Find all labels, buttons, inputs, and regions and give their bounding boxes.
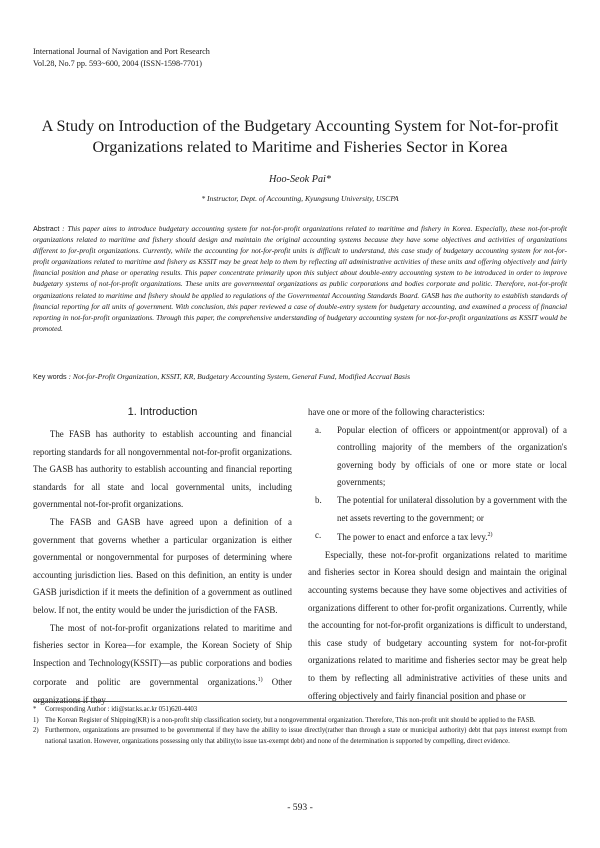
footnote: [33, 716, 567, 727]
page-number: - 593 -: [287, 802, 313, 813]
footnote-text: Corresponding Author : idi@star.ks.ac.kr 051)620-4403: [45, 706, 198, 713]
abstract-label: Abstract: [33, 224, 60, 233]
footnote-divider: [33, 701, 567, 702]
paragraph-text: Other organizations if they: [33, 677, 292, 705]
author-name: Hoo-Seok Pai*: [269, 174, 331, 185]
footnote-ref: 1): [257, 677, 263, 684]
abstract-text: : This paper aims to introduce budgetary accounting system for not-for-profit organizations related to maritime and fishery in Korea. Especially, these not-for-profit organizations related to maritime and fishery should design and maintain the original accounting systems because they have some objectives and activities of organizations different to for-profit organizations. Currently, while the accounting for not-for-profit units is difficult to understand, this case study of budgetary accounting system for not-for-profit organizations related to maritime and fishery as KSSIT may be great help to them by reflecting all administrative activities of these units and offering objectively and fairly financial position and phase or operating results. This paper concentrate primarily upon this subject about double-entry accounting system to be introduced in order to improve budgetary systems of not-for-profit organizations. These units are governmental organizations as public corporations and bodies corporate and politic. Therefore, not-for-profit organizations related to maritime and fishery should be applied to regulations of the Governmental Accounting Standards Board. GASB has the authority to establish standards of financial reporting for all units of government. With conclusion, this paper reviewed a case of double-entry system for budgetary accounting, and examined a process of financial reporting in not-for-profit organizations. Through this paper, the comprehensive understanding of budgetary accounting system for not-for-profit organizations as KSSIT would be promoted.: [33, 224, 567, 333]
paragraph: Especially, these not-for-profit organizations related to maritime and fisheries sector in Korea should design and maintain the original accounting systems because they have some objectives and activities of organizations different to other for-profit organizations. Currently, while the accounting for not-for-profit organizations is difficult to understand, this case study of budgetary accounting system for not-for-profit organizations related to maritime and fisheries sector may be great help to them by reflecting all administrative activities of these units and offering objectively and fairly financial position and phase or: [308, 549, 567, 701]
author-affiliation: * Instructor, Dept. of Accounting, Kyungsung University, USCPA: [201, 194, 399, 203]
abstract: [33, 223, 567, 334]
footnote-text: Furthermore, organizations are presumed to be governmental if they have the ability to issue directly(rather than through a state or municipal authority) debt that pays interest exempt from national taxation. However, organizations possessing only that ability(to issue tax-exempt debt) and none of the determination is supported by compelling, direct evidence.: [45, 727, 567, 745]
paragraph: [33, 620, 292, 710]
paper-title: [30, 116, 570, 158]
paragraph-text: The most of not-for-profit organizations related to maritime and fisheries sector in Korea—for example, the Korean Society of Ship Inspection and Technology(KSSIT)—as public corporations and bodies corporate and politic are governmental organizations.: [33, 622, 292, 688]
footnote-marker: *: [33, 706, 37, 713]
footnote-marker: 1): [33, 716, 39, 724]
list-marker: c.: [315, 530, 322, 541]
paragraph: The FASB and GASB have agreed upon a definition of a government that governs whether a particular organization is either governmental or nongovernmental for purposes of determining where accounting jurisdiction lies. Based on this definition, an entity is under GASB jurisdiction if it meets the definition of a government as outlined below. If not, the entity would be under the jurisdiction of the FASB.: [33, 516, 292, 615]
list-marker: a.: [315, 424, 322, 435]
footnote: [33, 705, 567, 716]
footnote-ref: 2): [487, 532, 493, 539]
journal-header: [33, 46, 210, 70]
list-item: [308, 527, 567, 547]
section-heading: 1. Introduction: [127, 406, 198, 418]
left-column: [33, 426, 292, 710]
footnote-marker: 2): [33, 727, 39, 735]
list-text: The potential for unilateral dissolution by a government with the net assets reverting to the government; or: [337, 494, 567, 523]
paper-title-line-2: Organizations related to Maritime and Fisheries Sector in Korea: [92, 138, 508, 156]
footnotes: [33, 701, 567, 747]
list-text: Popular election of officers or appointment(or approval) of a controlling majority of the members of the organization's governing body by officials of one or more state or local governments;: [337, 424, 567, 488]
list-marker: b.: [315, 494, 322, 505]
right-column: [308, 404, 567, 705]
paper-title-line-1: A Study on Introduction of the Budgetary Accounting System for Not-for-profit: [41, 117, 559, 135]
keywords: [33, 372, 567, 381]
paragraph: The FASB has authority to establish accounting and financial reporting standards for all nongovernmental not-for-profit organizations. The GASB has authority to establish accounting and financial reporting standards for all state and local governmental units, including governmental not-for-profit organizations.: [33, 429, 292, 510]
footnote-text: The Korean Register of Shipping(KR) is a non-profit ship classification society, but a nongovernmental organization. Therefore, This non-profit unit should be applied to the FASB.: [45, 716, 536, 724]
journal-name: International Journal of Navigation and Port Research: [33, 47, 210, 56]
journal-issue: Vol.28, No.7 pp. 593~600, 2004 (ISSN-1598-7701): [33, 59, 202, 68]
list-item: [308, 422, 567, 492]
footnote: [33, 726, 567, 747]
list-text-body: The power to enact and enforce a tax levy.: [337, 532, 488, 543]
list-text: [337, 527, 567, 547]
list-item: [308, 492, 567, 527]
keywords-label: Key words: [33, 372, 67, 381]
paragraph: have one or more of the following characteristics:: [308, 407, 485, 417]
keywords-text: : Not-for-Profit Organization, KSSIT, KR, Budgetary Accounting System, General Fund, Modified Accrual Basis: [68, 372, 411, 381]
